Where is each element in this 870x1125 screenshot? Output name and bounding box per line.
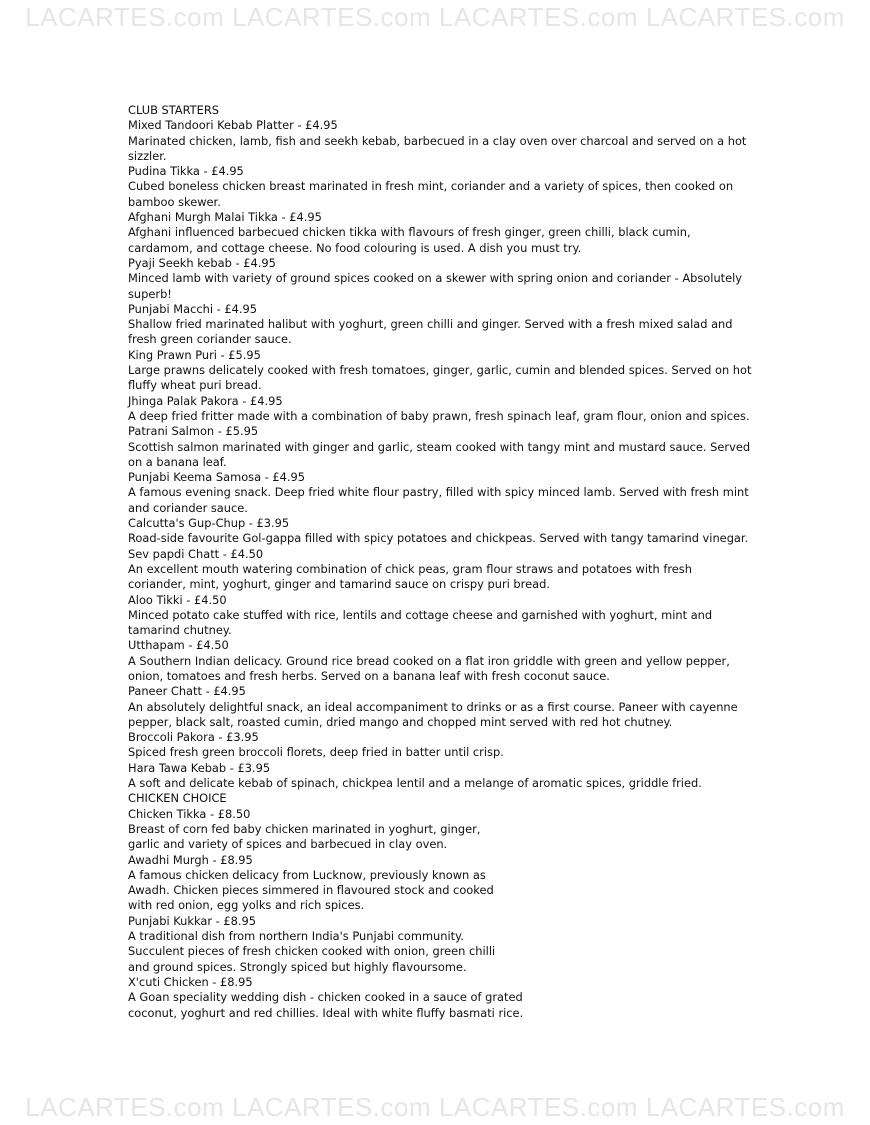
item-description: sizzler.: [128, 148, 167, 163]
item-title: Chicken Tikka - £8.50: [128, 806, 251, 821]
item-title: Punjabi Keema Samosa - £4.95: [128, 470, 306, 485]
item-title: Patrani Salmon - £5.95: [128, 424, 259, 439]
item-description: pepper, black salt, roasted cumin, dried mango and chopped mint served with red hot chutney.: [128, 714, 673, 729]
item-description: onion, tomatoes and fresh herbs. Served on a banana leaf with fresh coconut sauce.: [128, 668, 610, 683]
item-title: Jhinga Palak Pakora - £4.95: [128, 393, 283, 408]
item-description: with red onion, egg yolks and rich spices.: [128, 898, 365, 913]
item-title: Pudina Tikka - £4.95: [128, 164, 244, 179]
item-description: An absolutely delightful snack, an ideal accompaniment to drinks or as a first course. Paneer with cayenne: [128, 699, 738, 714]
watermark-bottom: LACARTES.com LACARTES.com LACARTES.com LACARTES.com: [25, 1092, 845, 1122]
item-title: King Prawn Puri - £5.95: [128, 347, 261, 362]
item-description: tamarind chutney.: [128, 623, 232, 638]
item-title: Calcutta's Gup-Chup - £3.95: [128, 516, 290, 531]
item-description: Breast of corn fed baby chicken marinated in yoghurt, ginger,: [128, 821, 481, 836]
menu-document: [128, 103, 752, 1021]
item-title: Paneer Chatt - £4.95: [128, 684, 246, 699]
item-title: Awadhi Murgh - £8.95: [128, 852, 253, 867]
item-title: Punjabi Kukkar - £8.95: [128, 913, 257, 928]
item-description: superb!: [128, 286, 172, 301]
item-description: Shallow fried marinated halibut with yoghurt, green chilli and ginger. Served with a fresh mixed salad and: [128, 317, 733, 332]
item-description: garlic and variety of spices and barbecued in clay oven.: [128, 837, 448, 852]
item-description: coconut, yoghurt and red chillies. Ideal with white fluffy basmati rice.: [128, 1005, 524, 1020]
section-heading-chicken-choice: CHICKEN CHOICE: [128, 791, 227, 806]
item-description: Afghani influenced barbecued chicken tikka with flavours of fresh ginger, green chilli, black cumin,: [128, 225, 691, 240]
item-description: Cubed boneless chicken breast marinated in fresh mint, coriander and a variety of spices, then cooked on: [128, 179, 734, 194]
item-title: Utthapam - £4.50: [128, 638, 229, 653]
item-title: Punjabi Macchi - £4.95: [128, 301, 257, 316]
item-description: Spiced fresh green broccoli florets, deep fried in batter until crisp.: [128, 745, 504, 760]
item-description: An excellent mouth watering combination of chick peas, gram flour straws and potatoes with fresh: [128, 561, 692, 576]
item-description: A soft and delicate kebab of spinach, chickpea lentil and a melange of aromatic spices, griddle fried.: [128, 776, 702, 791]
item-description: A Southern Indian delicacy. Ground rice bread cooked on a flat iron griddle with green and yellow pepper,: [128, 653, 730, 668]
item-description: Scottish salmon marinated with ginger and garlic, steam cooked with tangy mint and mustard sauce. Served: [128, 439, 751, 454]
item-title: Afghani Murgh Malai Tikka - £4.95: [128, 210, 322, 225]
item-description: A famous chicken delicacy from Lucknow, previously known as: [128, 867, 486, 882]
item-description: coriander, mint, yoghurt, ginger and tamarind sauce on crispy puri bread.: [128, 577, 550, 592]
item-description: A traditional dish from northern India's Punjabi community.: [128, 929, 464, 944]
item-description: A famous evening snack. Deep fried white flour pastry, filled with spicy minced lamb. Served with fresh mint: [128, 485, 749, 500]
item-description: Minced lamb with variety of ground spices cooked on a skewer with spring onion and coriander - Absolutely: [128, 271, 743, 286]
item-description: cardamom, and cottage cheese. No food colouring is used. A dish you must try.: [128, 240, 582, 255]
item-description: A Goan speciality wedding dish - chicken cooked in a sauce of grated: [128, 990, 523, 1005]
item-title: Mixed Tandoori Kebab Platter - £4.95: [128, 118, 338, 133]
item-description: on a banana leaf.: [128, 454, 227, 469]
item-description: Awadh. Chicken pieces simmered in flavoured stock and cooked: [128, 883, 494, 898]
item-description: fluffy wheat puri bread.: [128, 378, 262, 393]
item-title: Aloo Tikki - £4.50: [128, 592, 227, 607]
item-description: and ground spices. Strongly spiced but highly flavoursome.: [128, 959, 467, 974]
item-description: fresh green coriander sauce.: [128, 332, 292, 347]
item-description: Minced potato cake stuffed with rice, lentils and cottage cheese and garnished with yoghurt, mint and: [128, 607, 713, 622]
item-description: Succulent pieces of fresh chicken cooked with onion, green chilli: [128, 944, 496, 959]
item-title: Pyaji Seekh kebab - £4.95: [128, 255, 276, 270]
item-description: Large prawns delicately cooked with fresh tomatoes, ginger, garlic, cumin and blended spices. Served on hot: [128, 363, 752, 378]
watermark-top: LACARTES.com LACARTES.com LACARTES.com LACARTES.com: [25, 2, 845, 32]
item-title: Sev papdi Chatt - £4.50: [128, 546, 264, 561]
item-title: X'cuti Chicken - £8.95: [128, 974, 253, 989]
item-title: Broccoli Pakora - £3.95: [128, 730, 259, 745]
item-description: Marinated chicken, lamb, fish and seekh kebab, barbecued in a clay oven over charcoal and served on a hot: [128, 133, 747, 148]
item-description: A deep fried fritter made with a combination of baby prawn, fresh spinach leaf, gram flour, onion and spices.: [128, 408, 750, 423]
item-title: Hara Tawa Kebab - £3.95: [128, 760, 271, 775]
item-description: and coriander sauce.: [128, 500, 248, 515]
item-description: bamboo skewer.: [128, 194, 221, 209]
section-heading-club-starters: CLUB STARTERS: [128, 103, 219, 117]
item-description: Road-side favourite Gol-gappa filled with spicy potatoes and chickpeas. Served with tangy tamarind vinegar.: [128, 531, 749, 546]
